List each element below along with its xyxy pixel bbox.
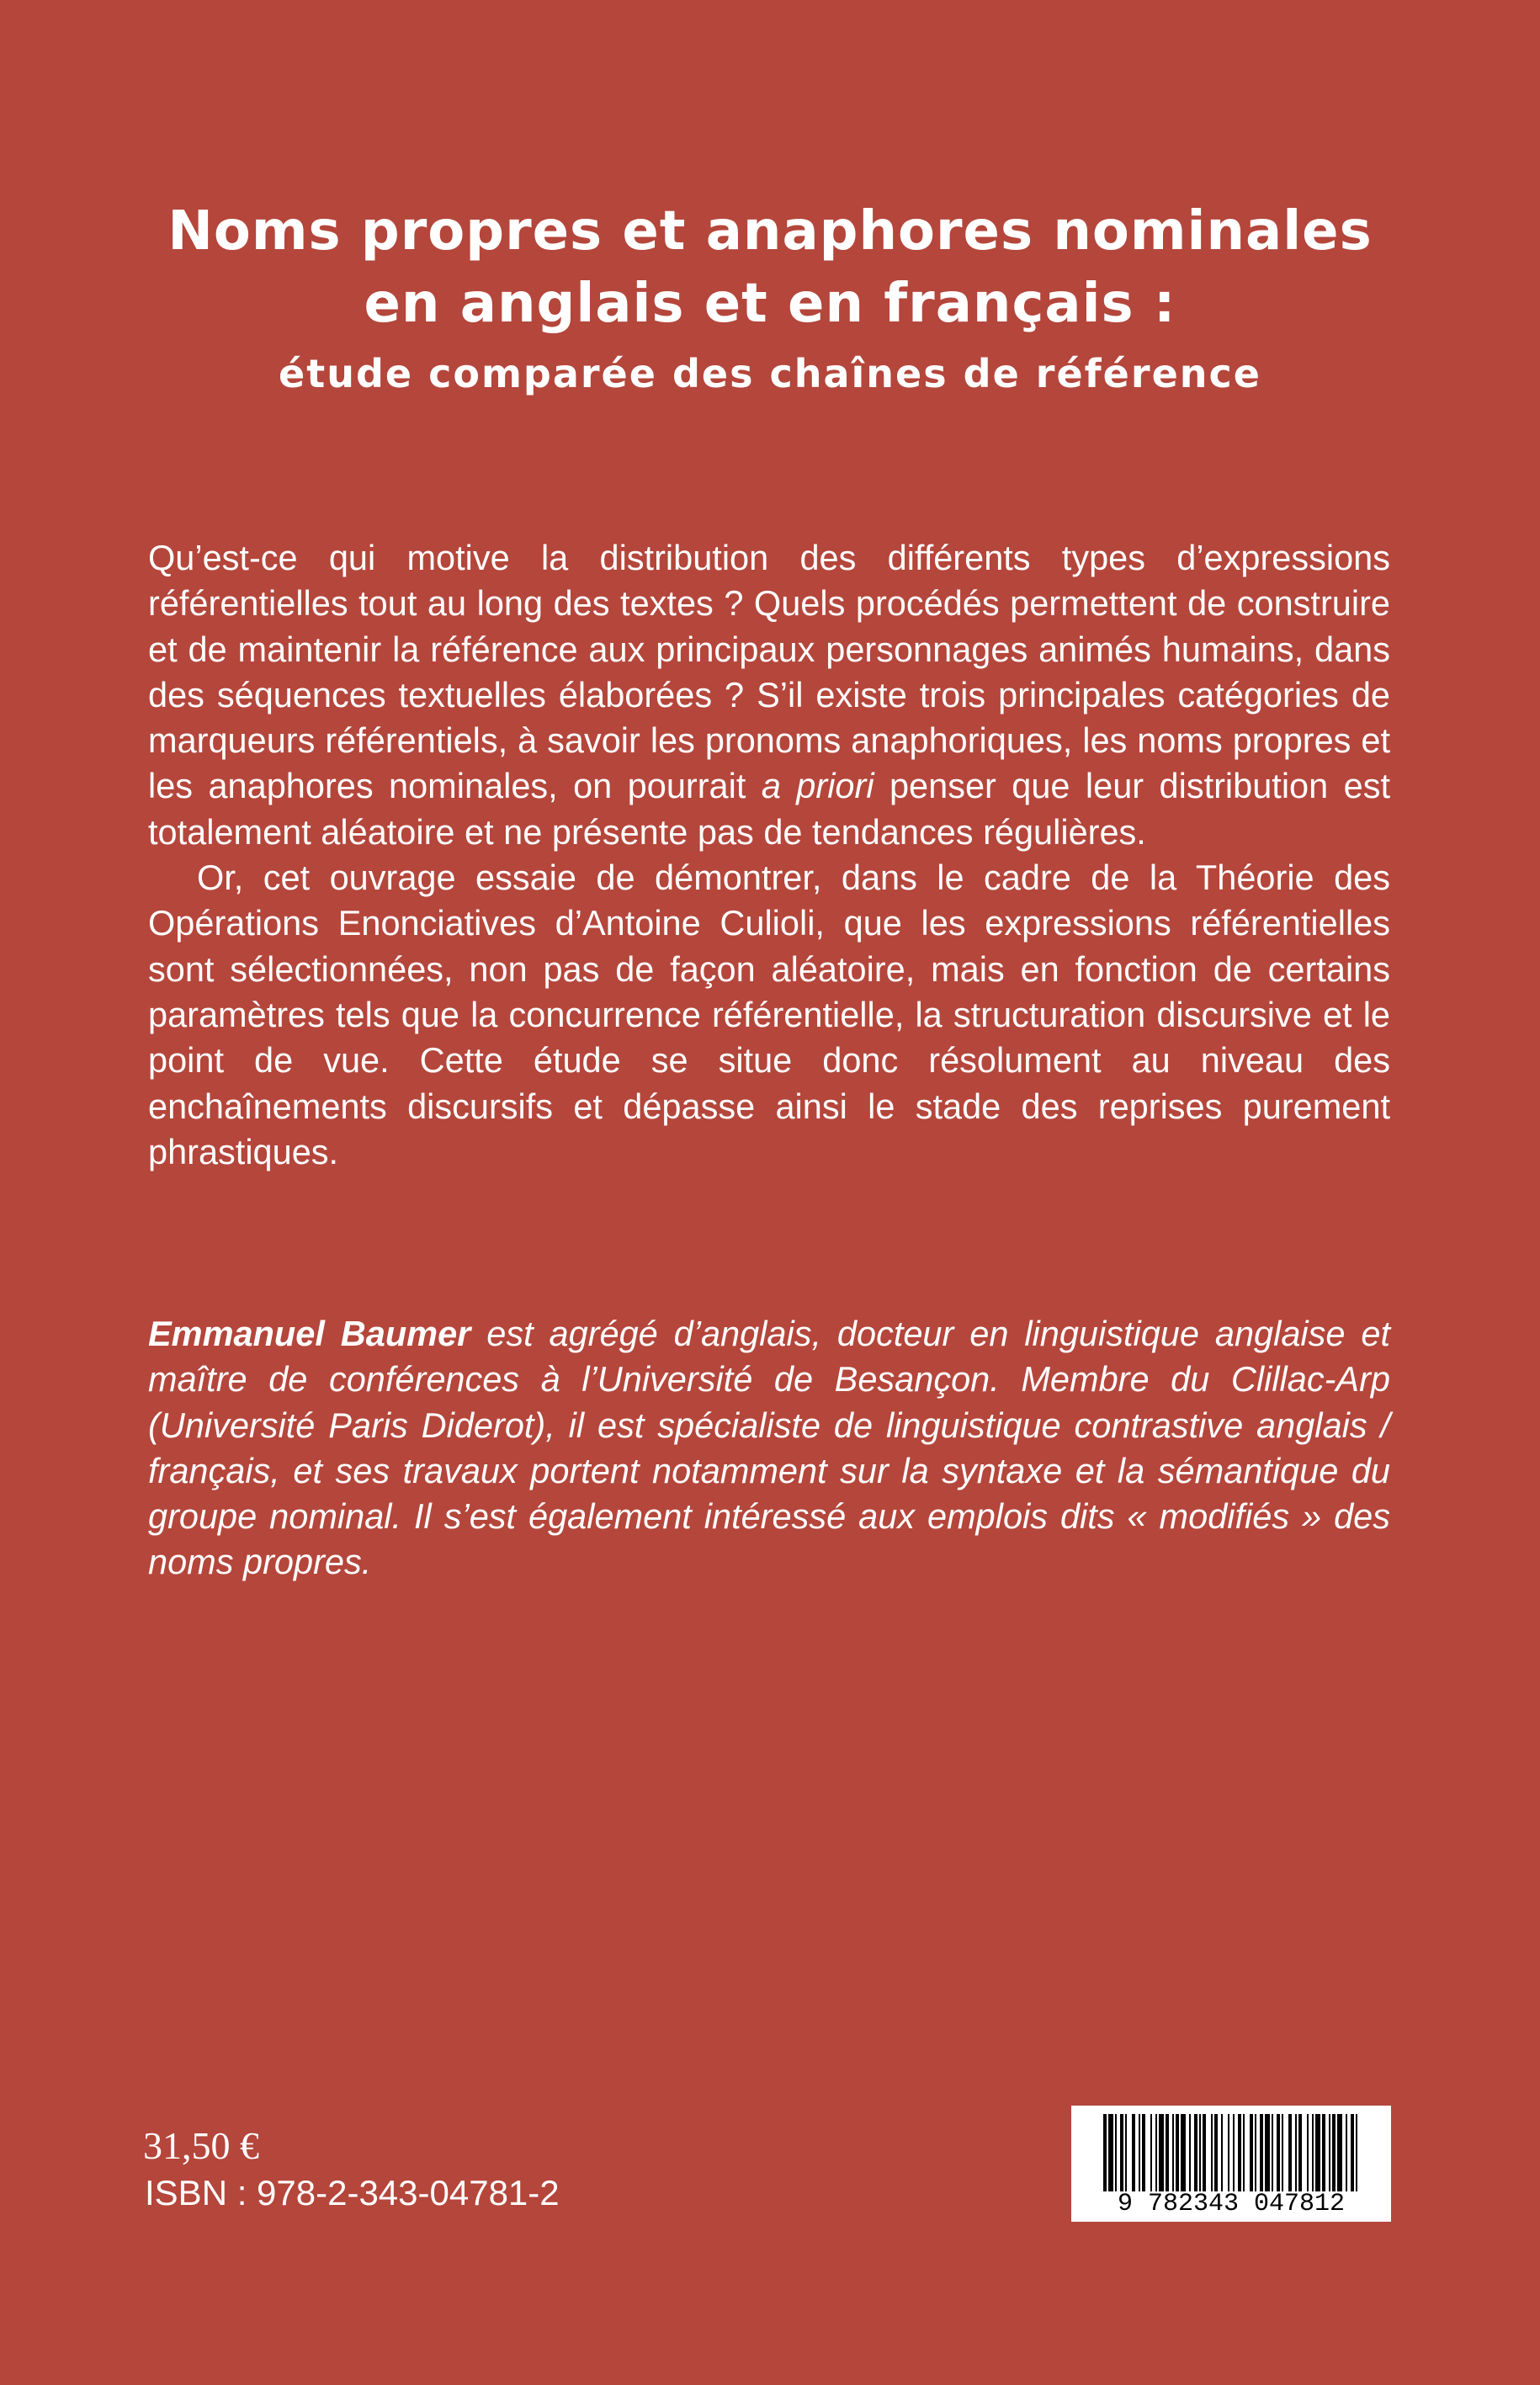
barcode-bar	[1295, 2114, 1297, 2191]
summary-text	[148, 535, 1390, 1175]
barcode-bar	[1155, 2114, 1157, 2191]
barcode-bar	[1139, 2114, 1140, 2191]
barcode-bar	[1142, 2114, 1145, 2191]
isbn: ISBN : 978-2-343-04781-2	[145, 2173, 560, 2212]
barcode-bar	[1199, 2114, 1201, 2191]
barcode-bar	[1115, 2114, 1117, 2191]
book-title-block	[0, 195, 1540, 399]
barcode-bar	[1150, 2114, 1152, 2191]
price: 31,50 €	[143, 2124, 259, 2167]
barcode-bar	[1103, 2114, 1107, 2191]
barcode-bar	[1288, 2114, 1292, 2191]
barcode-bar	[1194, 2114, 1197, 2191]
barcode-bar	[1166, 2114, 1169, 2191]
barcode-bar	[1238, 2114, 1241, 2191]
summary-paragraph-2: Or, cet ouvrage essaie de démontrer, dans le cadre de la Théorie des Opérations Enonciatives d’Antoine Culioli, que les expressions référentielles sont sélectionnées, non pas de façon aléatoire, mais en fonction de certains paramètres tels que la concurrence référentielle, la structuration discursive et le point de vue. Cette étude se situe donc résolument au niveau des enchaînements discursifs et dépasse ainsi le stade des reprises purement phrastiques.	[148, 858, 1390, 1171]
barcode-bar	[1176, 2114, 1179, 2191]
barcode-bar	[1132, 2114, 1135, 2191]
barcode-bar	[1307, 2114, 1309, 2191]
author-bio-paragraph	[148, 1311, 1390, 1586]
barcode-bar	[1272, 2114, 1273, 2191]
summary-p1-end: penser que leur distribution est totalement aléatoire et ne présente pas de tendances régulières.	[148, 766, 1390, 852]
author-bio-text: est agrégé d’anglais, docteur en linguistique anglaise et maître de conférences à l’Université de Besançon. Membre du Clillac-Arp (Université Paris Diderot), il est spécialiste de linguistique contrastive anglais / français, et ses travaux portent notamment sur la syntaxe et la sémantique du groupe nominal. Il s’est également intéressé aux emplois dits « modifiés » des noms propres.	[148, 1314, 1391, 1582]
barcode-bar	[1250, 2114, 1253, 2191]
barcode-bar	[1346, 2114, 1347, 2191]
barcode-digits: 9 782343 047812	[1117, 2190, 1346, 2218]
summary-p1-start: Qu’est-ce qui motive la distribution des différents types d’expressions référentielles tout au long des textes ? Quels procédés permettent de construire et de maintenir la référence aux principaux personnages animés humains, dans des séquences textuelles élaborées ? S’il existe trois principales catégories de marqueurs référentiels, à savoir les pronoms anaphoriques, les noms propres et les anaphores nominales, on pourrait	[148, 538, 1390, 806]
barcode-bar	[1221, 2114, 1223, 2191]
author-bio	[148, 1311, 1390, 1586]
barcode-bar	[1159, 2114, 1164, 2191]
barcode-bar	[1312, 2114, 1314, 2191]
barcode-bar	[1255, 2114, 1256, 2191]
book-subtitle: étude comparée des chaînes de référence	[279, 351, 1261, 396]
barcode-bar	[1332, 2114, 1336, 2191]
barcode-bar	[1322, 2114, 1325, 2191]
barcode-bar	[1228, 2114, 1229, 2191]
barcode	[1071, 2106, 1391, 2222]
book-title-line-2: en anglais et en français :	[364, 273, 1176, 335]
barcode-bar	[1233, 2114, 1235, 2191]
barcode-bar	[1329, 2114, 1330, 2191]
barcode-bar	[1120, 2114, 1123, 2191]
barcode-bar	[1181, 2114, 1186, 2191]
summary-p1-italic: a priori	[761, 766, 874, 806]
barcode-bar	[1277, 2114, 1280, 2191]
summary-paragraph-1	[148, 535, 1390, 855]
barcode-bar	[1125, 2114, 1127, 2191]
barcode-bar	[1214, 2114, 1218, 2191]
barcode-bar	[1172, 2114, 1174, 2191]
barcode-bar	[1356, 2114, 1357, 2191]
barcode-bar	[1203, 2114, 1206, 2191]
barcode-bar	[1315, 2114, 1320, 2191]
barcode-bar	[1282, 2114, 1283, 2191]
book-title-line-1: Noms propres et anaphores nominales	[167, 200, 1373, 263]
barcode-bar	[1298, 2114, 1302, 2191]
barcode-bar	[1260, 2114, 1263, 2191]
author-name: Emmanuel Baumer	[148, 1314, 471, 1353]
barcode-bar	[1189, 2114, 1191, 2191]
barcode-bar	[1243, 2114, 1245, 2191]
barcode-bar	[1337, 2114, 1342, 2191]
barcode-bar	[1211, 2114, 1213, 2191]
barcode-bar	[1108, 2114, 1113, 2191]
barcode-bar	[1351, 2114, 1354, 2191]
barcode-bar	[1265, 2114, 1270, 2191]
